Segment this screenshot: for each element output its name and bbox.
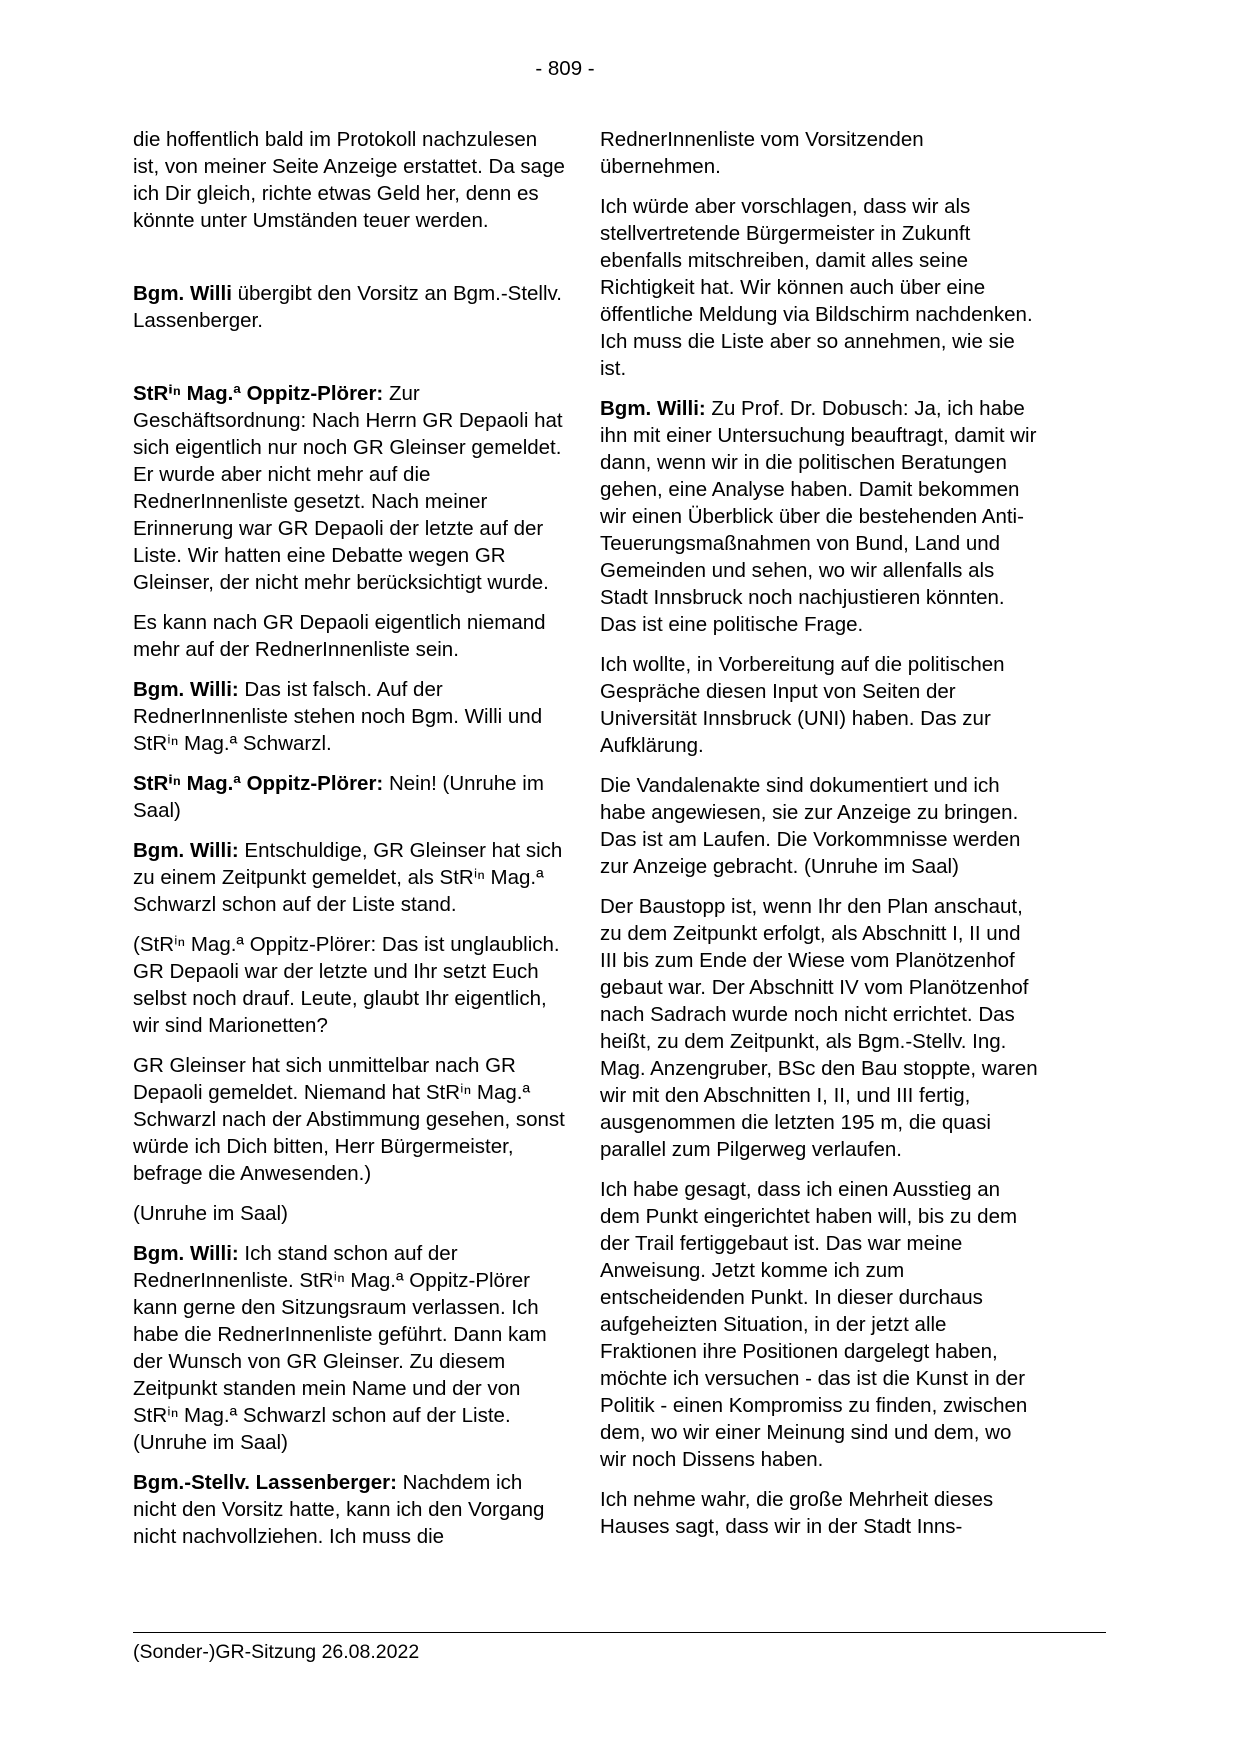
- speech-text: Ich würde aber vorschlagen, dass wir als stellvertretende Bürgermeister in Zukunft ebenfalls mitschreiben, damit alles seine Richtigkeit hat. Wir können auch über eine öffentliche Meldung via Bildschirm nachdenken. Ich muss die Liste aber so annehmen, wie sie ist.: [600, 195, 1033, 380]
- speech-paragraph: [600, 126, 1042, 180]
- speaker-name: StRⁱⁿ Mag.ª Oppitz-Plörer:: [133, 382, 384, 405]
- speech-text: Der Baustopp ist, wenn Ihr den Plan anschaut, zu dem Zeitpunkt erfolgt, als Abschnitt I, II und III bis zum Ende der Wiese vom Planötzenhof gebaut war. Der Abschnitt IV vom Planötzenhof nach Sadrach wurde noch nicht errichtet. Das heißt, zu dem Zeitpunkt, als Bgm.-Stellv. Ing. Mag. Anzengruber, BSc den Bau stoppte, waren wir mit den Abschnitten I, II, und III fertig, ausgenommen die letzten 195 m, die quasi parallel zum Pilgerweg verlaufen.: [600, 895, 1038, 1161]
- speech-paragraph: [133, 280, 569, 334]
- speech-text: Zu Prof. Dr. Dobusch: Ja, ich habe ihn mit einer Untersuchung beauftragt, damit wir dann, wenn wir in die politischen Beratungen gehen, eine Analyse haben. Damit bekommen wir einen Überblick über die bestehenden Anti-Teuerungsmaßnahmen von Bund, Land und Gemeinden und sehen, wo wir allenfalls als Stadt Innsbruck noch nachjustieren könnten. Das ist eine politische Frage.: [600, 397, 1037, 636]
- speech-text: Ich wollte, in Vorbereitung auf die politischen Gespräche diesen Input von Seiten der Universität Innsbruck (UNI) haben. Das zur Aufklärung.: [600, 653, 1005, 757]
- speaker-name: Bgm. Willi:: [133, 678, 239, 701]
- speaker-name: Bgm. Willi: [133, 282, 232, 305]
- speech-paragraph: [133, 676, 569, 757]
- speech-paragraph: [133, 1469, 569, 1550]
- speech-paragraph: [600, 395, 1042, 638]
- speech-text: (Unruhe im Saal): [133, 1202, 288, 1225]
- speaker-name: Bgm. Willi:: [600, 397, 706, 420]
- speech-text: Die Vandalenakte sind dokumentiert und ich habe angewiesen, sie zur Anzeige zu bringen. Das ist am Laufen. Die Vorkommnisse werden zur Anzeige gebracht. (Unruhe im Saal): [600, 774, 1021, 878]
- page-number: - 809 -: [535, 57, 595, 80]
- speech-paragraph: [600, 1176, 1042, 1473]
- speech-paragraph: [133, 609, 569, 663]
- speech-text: Nachdem ich nicht den Vorsitz hatte, kann ich den Vorgang nicht nachvollziehen. Ich muss die: [133, 1471, 545, 1548]
- speech-text: Nein! (Unruhe im Saal): [133, 772, 544, 822]
- page-footer: [133, 1632, 1106, 1666]
- speech-text: Das ist falsch. Auf der RednerInnenliste stehen noch Bgm. Willi und StRⁱⁿ Mag.ª Schwarzl.: [133, 678, 543, 755]
- text-columns: [133, 126, 1042, 1563]
- speech-text: Ich nehme wahr, die große Mehrheit dieses Hauses sagt, dass wir in der Stadt Inns-: [600, 1488, 994, 1538]
- speech-paragraph: [133, 931, 569, 1039]
- left-column: [133, 126, 569, 1563]
- speaker-name: StRⁱⁿ Mag.ª Oppitz-Plörer:: [133, 772, 384, 795]
- right-column: [600, 126, 1042, 1563]
- footer-text: (Sonder-)GR-Sitzung 26.08.2022: [133, 1641, 420, 1663]
- speech-text: Ich stand schon auf der RednerInnenliste. StRⁱⁿ Mag.ª Oppitz-Plörer kann gerne den Sitzungsraum verlassen. Ich habe die RednerInnenliste geführt. Dann kam der Wunsch von GR Gleinser. Zu diesem Zeitpunkt standen mein Name und der von StRⁱⁿ Mag.ª Schwarzl schon auf der Liste. (Unruhe im Saal): [133, 1242, 547, 1454]
- speech-paragraph: [133, 1240, 569, 1456]
- speech-paragraph: [133, 770, 569, 824]
- speech-text: (StRⁱⁿ Mag.ª Oppitz-Plörer: Das ist unglaublich. GR Depaoli war der letzte und Ihr setzt Euch selbst noch drauf. Leute, glaubt Ihr eigentlich, wir sind Marionetten?: [133, 933, 560, 1037]
- speaker-name: Bgm.-Stellv. Lassenberger:: [133, 1471, 397, 1494]
- speech-text: GR Gleinser hat sich unmittelbar nach GR Depaoli gemeldet. Niemand hat StRⁱⁿ Mag.ª Schwarzl nach der Abstimmung gesehen, sonst würde ich Dich bitten, Herr Bürgermeister, befrage die Anwesenden.): [133, 1054, 565, 1185]
- speech-paragraph: [133, 380, 569, 596]
- speech-text: Entschuldige, GR Gleinser hat sich zu einem Zeitpunkt gemeldet, als StRⁱⁿ Mag.ª Schwarzl schon auf der Liste stand.: [133, 839, 563, 916]
- speech-paragraph: [600, 893, 1042, 1163]
- speech-text: Es kann nach GR Depaoli eigentlich niemand mehr auf der RednerInnenliste sein.: [133, 611, 546, 661]
- speech-paragraph: [133, 126, 569, 234]
- speech-paragraph: [600, 651, 1042, 759]
- speech-paragraph: [600, 772, 1042, 880]
- speech-paragraph: [133, 837, 569, 918]
- speech-text: übergibt den Vorsitz an Bgm.-Stellv. Lassenberger.: [133, 282, 562, 332]
- speech-text: die hoffentlich bald im Protokoll nachzulesen ist, von meiner Seite Anzeige erstattet. Da sage ich Dir gleich, richte etwas Geld her, denn es könnte unter Umständen teuer werden.: [133, 128, 565, 232]
- speaker-name: Bgm. Willi:: [133, 839, 239, 862]
- speech-paragraph: [600, 1486, 1042, 1540]
- speech-paragraph: [600, 193, 1042, 382]
- speech-paragraph: [133, 1052, 569, 1187]
- speech-text: RednerInnenliste vom Vorsitzenden übernehmen.: [600, 128, 924, 178]
- speech-text: Zur Geschäftsordnung: Nach Herrn GR Depaoli hat sich eigentlich nur noch GR Gleinser gemeldet. Er wurde aber nicht mehr auf die RednerInnenliste gesetzt. Nach meiner Erinnerung war GR Depaoli der letzte auf der Liste. Wir hatten eine Debatte wegen GR Gleinser, der nicht mehr berücksichtigt wurde.: [133, 382, 563, 594]
- speech-paragraph: [133, 1200, 569, 1227]
- speech-text: Ich habe gesagt, dass ich einen Ausstieg an dem Punkt eingerichtet haben will, bis zu dem der Trail fertiggebaut ist. Das war meine Anweisung. Jetzt komme ich zum entscheidenden Punkt. In dieser durchaus aufgeheizten Situation, in der jetzt alle Fraktionen ihre Positionen dargelegt haben, möchte ich versuchen - das ist die Kunst in der Politik - einen Kompromiss zu finden, zwischen dem, wo wir einer Meinung sind und dem, wo wir noch Dissens haben.: [600, 1178, 1028, 1471]
- speaker-name: Bgm. Willi:: [133, 1242, 239, 1265]
